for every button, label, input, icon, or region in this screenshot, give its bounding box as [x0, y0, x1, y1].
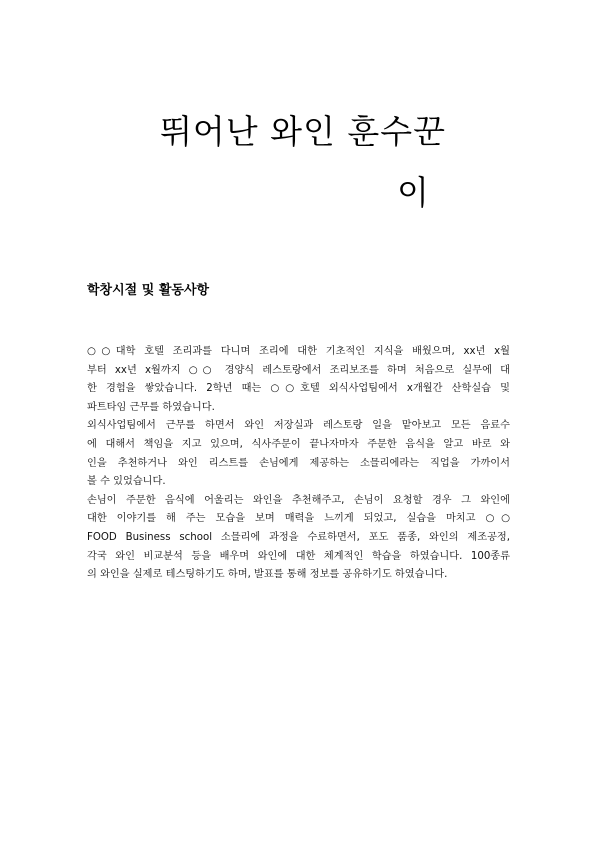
body-line: 손님이 주문한 음식에 어울리는 와인을 추천해주고, 손님이 요청할 경우 그 와인에: [87, 494, 510, 506]
body-line: 에 대해서 책임을 지고 있으며, 식사주문이 끝나자마자 주문한 음식을 알고 바로 와: [87, 438, 510, 450]
body-line: 볼 수 있었습니다.: [87, 476, 166, 488]
body-line: 외식사업팀에서 근무를 하면서 와인 저장실과 레스토랑 일을 맡아보고 모든 음료수: [87, 420, 510, 432]
body-line: 대한 이야기를 해 주는 모습을 보며 매력을 느끼게 되었고, 실습을 마치고 ○○: [87, 513, 510, 525]
body-line: ○○대학 호텔 조리과를 다니며 조리에 대한 기초적인 지식을 배웠으며, xx년 x월: [87, 346, 510, 357]
body-line: 한 경험을 쌓았습니다. 2학년 때는 ○○호텔 외식사업팀에서 x개월간 산학실습 및: [87, 383, 510, 395]
body-line: 파트타임 근무를 하였습니다.: [87, 401, 215, 413]
body-line: 의 와인을 실제로 테스팅하기도 하며, 발표를 통해 정보를 공유하기도 하였습니다.: [87, 569, 448, 581]
body-paragraphs: [87, 343, 510, 585]
body-line: 인을 추천하거나 와인 리스트를 손님에게 제공하는 소믈리에라는 직업을 가까이서: [87, 457, 510, 469]
document-title: 뛰어난 와인 훈수꾼: [160, 112, 447, 151]
body-line: 각국 와인 비교분석 등을 배우며 와인에 대한 체계적인 학습을 하였습니다. 100종류: [87, 550, 510, 562]
document-title-continuation: 이: [397, 173, 429, 212]
section-heading: 학창시절 및 활동사항: [87, 283, 210, 298]
body-line: FOOD Business school 소믈리에 과정을 수료하면서, 포도 품종, 와인의 제조공정,: [87, 531, 510, 543]
body-line: 부터 xx년 x월까지 ○○ 경양식 레스토랑에서 조리보조를 하며 처음으로 실무에 대: [87, 364, 510, 376]
